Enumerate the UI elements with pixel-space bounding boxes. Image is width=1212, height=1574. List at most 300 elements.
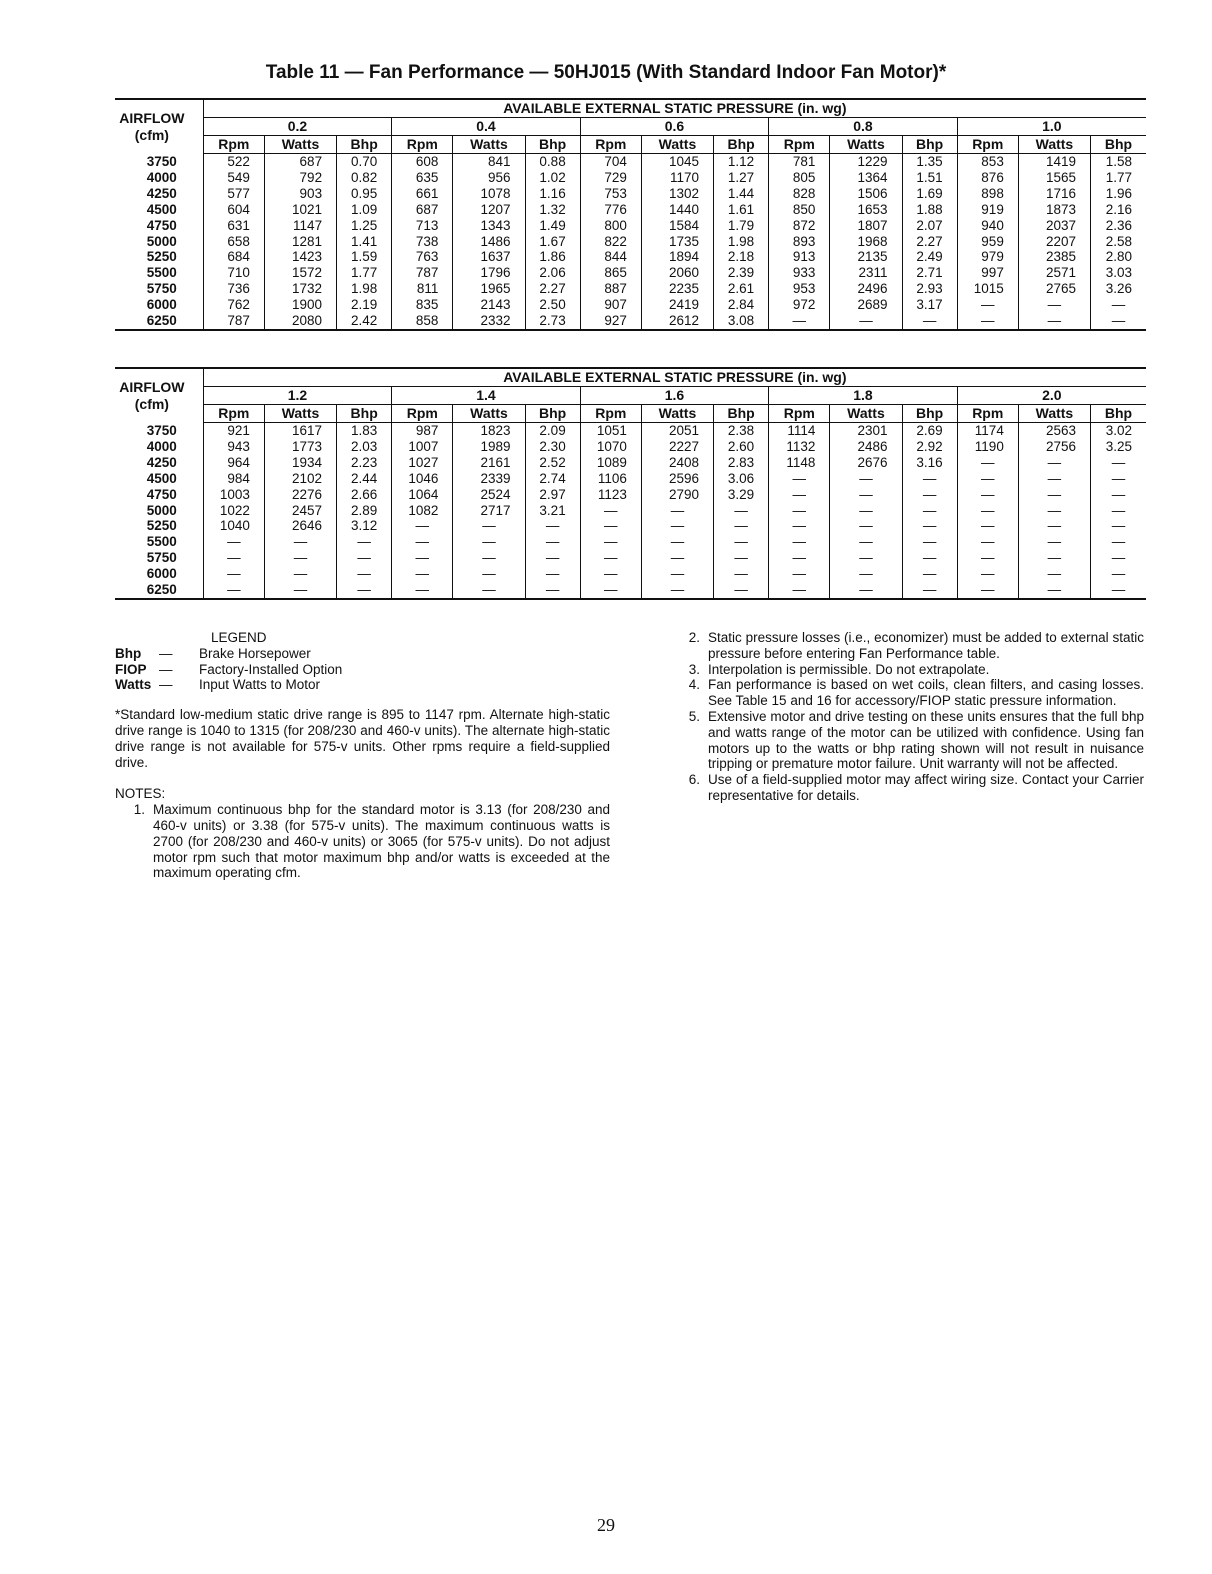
table-cell: 1440: [641, 202, 713, 218]
table-cell: 1796: [453, 265, 525, 281]
table-row: [115, 281, 1146, 297]
table-cell: 1046: [392, 471, 453, 487]
table-row: [115, 297, 1146, 313]
note-number: 5.: [688, 708, 700, 724]
table-cell: 1364: [830, 170, 902, 186]
table-cell: 1045: [641, 154, 713, 170]
table-cell: 1.16: [525, 186, 580, 202]
table-cell: —: [830, 503, 902, 519]
table-cell: 2457: [264, 503, 336, 519]
table-cell: —: [769, 582, 830, 599]
airflow-value: 5000: [146, 502, 177, 518]
table-cell: —: [392, 550, 453, 566]
table-cell: 907: [580, 297, 641, 313]
table-cell: —: [337, 566, 392, 582]
table-cell: —: [830, 566, 902, 582]
note-number: 2.: [688, 630, 700, 645]
table-cell: 1003: [203, 487, 264, 503]
airflow-value: 4750: [146, 217, 177, 233]
table-cell: —: [830, 550, 902, 566]
table-cell: —: [769, 471, 830, 487]
table-cell: 2080: [264, 313, 336, 330]
column-header-rpm: Rpm: [580, 136, 641, 154]
table-cell: 1207: [453, 202, 525, 218]
table-cell: 2339: [453, 471, 525, 487]
table-cell: 1653: [830, 202, 902, 218]
column-header-watts: Watts: [1018, 405, 1090, 423]
legend-item: [115, 677, 610, 693]
legend-section: [115, 630, 610, 881]
airflow-value: 4000: [146, 169, 177, 185]
table-cell: —: [1018, 503, 1090, 519]
table-cell: —: [1018, 455, 1090, 471]
column-header-rpm: Rpm: [957, 136, 1018, 154]
legend-abbr: Watts: [115, 677, 152, 693]
table-cell: 1968: [830, 234, 902, 250]
table-cell: 959: [957, 234, 1018, 250]
table-cell: 1965: [453, 281, 525, 297]
table-cell: 658: [203, 234, 264, 250]
table-cell: 1.09: [337, 202, 392, 218]
table-cell: —: [902, 518, 957, 534]
pressure-value: 1.2: [203, 387, 391, 405]
table-cell: 1078: [453, 186, 525, 202]
table-cell: —: [714, 534, 769, 550]
airflow-value: 5750: [146, 281, 177, 297]
table-cell: 2.80: [1091, 249, 1146, 265]
table-cell: 2524: [453, 487, 525, 503]
column-header-watts: Watts: [453, 136, 525, 154]
table-cell: 1.59: [337, 249, 392, 265]
table-cell: 3.29: [714, 487, 769, 503]
table-cell: 2.69: [902, 423, 957, 439]
drive-range-footnote: *Standard low-medium static drive range is 895 to 1147 rpm. Alternate high-static drive range is 1040 to 1315 (for 208/230 and 460-v units). The alternate high-static drive range is not available for 575-v units. Other rpms require a field-supplied drive.: [115, 707, 610, 770]
legend-abbr: FIOP: [115, 661, 147, 677]
table-cell: 2563: [1018, 423, 1090, 439]
table-cell: 661: [392, 186, 453, 202]
table-cell: 0.88: [525, 154, 580, 170]
table-row: [115, 265, 1146, 281]
airflow-value: 5000: [146, 233, 177, 249]
table-cell: 2689: [830, 297, 902, 313]
pressure-value: 0.6: [580, 118, 768, 136]
column-header-rpm: Rpm: [580, 405, 641, 423]
column-header-watts: Watts: [641, 136, 713, 154]
table-cell: —: [1091, 582, 1146, 599]
table-row: [115, 249, 1146, 265]
table-cell: 913: [769, 249, 830, 265]
table-cell: 1617: [264, 423, 336, 439]
pressure-value: 0.2: [203, 118, 391, 136]
table-cell: 713: [392, 218, 453, 234]
table-cell: 2311: [830, 265, 902, 281]
table-cell: 1.83: [337, 423, 392, 439]
table-cell: —: [641, 534, 713, 550]
table-cell: 1132: [769, 439, 830, 455]
legend-dash: —: [159, 645, 173, 661]
table-cell: 1637: [453, 249, 525, 265]
column-header-bhp: Bhp: [714, 405, 769, 423]
table-cell: 635: [392, 170, 453, 186]
table-cell: —: [902, 550, 957, 566]
table-cell: 1.88: [902, 202, 957, 218]
table-cell: 2.73: [525, 313, 580, 330]
table-cell: —: [769, 534, 830, 550]
table-cell: —: [641, 566, 713, 582]
table-cell: —: [264, 534, 336, 550]
table-cell: —: [902, 534, 957, 550]
table-cell: 763: [392, 249, 453, 265]
legend-heading: LEGEND: [211, 630, 267, 645]
table-cell: 2765: [1018, 281, 1090, 297]
table-cell: —: [830, 313, 902, 330]
table-cell: 1.32: [525, 202, 580, 218]
table-cell: 2646: [264, 518, 336, 534]
table-row: [115, 439, 1146, 455]
table-cell: 800: [580, 218, 641, 234]
table-cell: 1007: [392, 439, 453, 455]
table-cell: 1584: [641, 218, 713, 234]
note-item: [670, 662, 1144, 678]
table-cell: 2.03: [337, 439, 392, 455]
airflow-value: 6250: [115, 313, 203, 330]
table-cell: 2301: [830, 423, 902, 439]
table-cell: 1989: [453, 439, 525, 455]
table-cell: 2.44: [337, 471, 392, 487]
table-cell: 1.96: [1091, 186, 1146, 202]
table-cell: —: [392, 582, 453, 599]
table-cell: 850: [769, 202, 830, 218]
table-cell: 2.52: [525, 455, 580, 471]
table-cell: 872: [769, 218, 830, 234]
table-cell: 927: [580, 313, 641, 330]
table-cell: —: [714, 550, 769, 566]
table-cell: 3.26: [1091, 281, 1146, 297]
table-cell: 704: [580, 154, 641, 170]
table-cell: 858: [392, 313, 453, 330]
table-cell: 1565: [1018, 170, 1090, 186]
table-cell: 1082: [392, 503, 453, 519]
airflow-value: 4500: [146, 470, 177, 486]
table-cell: —: [580, 582, 641, 599]
column-header-rpm: Rpm: [392, 405, 453, 423]
table-cell: 687: [392, 202, 453, 218]
table-cell: 940: [957, 218, 1018, 234]
table-cell: —: [1091, 297, 1146, 313]
airflow-value: 3750: [146, 153, 177, 169]
table-cell: 2.50: [525, 297, 580, 313]
table-cell: —: [453, 582, 525, 599]
table-cell: 2.49: [902, 249, 957, 265]
table-cell: 2.97: [525, 487, 580, 503]
table-cell: 1.02: [525, 170, 580, 186]
table-cell: 1419: [1018, 154, 1090, 170]
table-cell: —: [641, 582, 713, 599]
table-cell: 1070: [580, 439, 641, 455]
table-cell: 1716: [1018, 186, 1090, 202]
table-cell: 1148: [769, 455, 830, 471]
note-item: [670, 709, 1144, 772]
table-cell: 2.74: [525, 471, 580, 487]
table-cell: —: [525, 582, 580, 599]
table-cell: 2207: [1018, 234, 1090, 250]
note-text: Static pressure losses (i.e., economizer) must be added to external static pressure before entering Fan Performance table.: [708, 630, 1144, 661]
table-cell: —: [957, 534, 1018, 550]
legend-item: [115, 646, 610, 662]
table-cell: —: [1018, 534, 1090, 550]
table-cell: —: [525, 550, 580, 566]
table-cell: 2.71: [902, 265, 957, 281]
table-cell: 0.82: [337, 170, 392, 186]
table-cell: 2.89: [337, 503, 392, 519]
table-cell: —: [1091, 487, 1146, 503]
airflow-value: 3750: [146, 422, 177, 438]
note-number: 1.: [133, 802, 145, 818]
table-cell: 2.93: [902, 281, 957, 297]
table-cell: 1807: [830, 218, 902, 234]
airflow-value: 6000: [146, 566, 177, 582]
table-cell: 822: [580, 234, 641, 250]
table-cell: 1.44: [714, 186, 769, 202]
table-cell: 2.66: [337, 487, 392, 503]
table-cell: 997: [957, 265, 1018, 281]
table-cell: 2102: [264, 471, 336, 487]
legend-text: Input Watts to Motor: [199, 677, 321, 693]
table-cell: 3.25: [1091, 439, 1146, 455]
table-cell: —: [1018, 550, 1090, 566]
table-row: [115, 534, 1146, 550]
table-cell: 0.95: [337, 186, 392, 202]
table-row: [115, 218, 1146, 234]
table-cell: —: [264, 550, 336, 566]
table-cell: 2.84: [714, 297, 769, 313]
table-cell: —: [453, 518, 525, 534]
table-cell: —: [1018, 518, 1090, 534]
airflow-value: 5250: [146, 518, 177, 534]
table-cell: 787: [203, 313, 264, 330]
table-cell: —: [453, 550, 525, 566]
pressure-value: 0.4: [392, 118, 580, 136]
table-cell: 1.98: [337, 281, 392, 297]
table-cell: 2.36: [1091, 218, 1146, 234]
table-cell: —: [957, 471, 1018, 487]
table-cell: 2419: [641, 297, 713, 313]
table-cell: —: [580, 518, 641, 534]
column-header-watts: Watts: [453, 405, 525, 423]
column-header-bhp: Bhp: [1091, 136, 1146, 154]
table-cell: 1735: [641, 234, 713, 250]
table-cell: —: [769, 487, 830, 503]
table-cell: 898: [957, 186, 1018, 202]
table-cell: 2.19: [337, 297, 392, 313]
table-cell: —: [957, 487, 1018, 503]
table-cell: 2.92: [902, 439, 957, 455]
airflow-label: AIRFLOW: [119, 109, 185, 126]
table-cell: —: [769, 518, 830, 534]
pressure-header: AVAILABLE EXTERNAL STATIC PRESSURE (in. wg): [203, 99, 1146, 118]
table-cell: 2676: [830, 455, 902, 471]
table-cell: 3.21: [525, 503, 580, 519]
table-cell: —: [769, 550, 830, 566]
table-cell: 2717: [453, 503, 525, 519]
table-cell: —: [902, 487, 957, 503]
column-header-bhp: Bhp: [525, 136, 580, 154]
column-header-watts: Watts: [830, 405, 902, 423]
table-cell: —: [641, 550, 713, 566]
table-cell: 876: [957, 170, 1018, 186]
table-cell: 2.07: [902, 218, 957, 234]
table-cell: 1302: [641, 186, 713, 202]
table-cell: 2143: [453, 297, 525, 313]
table-cell: 943: [203, 439, 264, 455]
table-row: [115, 455, 1146, 471]
table-cell: —: [392, 534, 453, 550]
airflow-value: 5250: [146, 249, 177, 265]
table-cell: 1.49: [525, 218, 580, 234]
table-cell: 1.67: [525, 234, 580, 250]
table-cell: —: [641, 518, 713, 534]
airflow-value: 5750: [146, 550, 177, 566]
note-item: [670, 677, 1144, 709]
table-cell: —: [1018, 566, 1090, 582]
airflow-value: 4250: [146, 185, 177, 201]
table-cell: 1281: [264, 234, 336, 250]
note-number: 3.: [688, 661, 700, 677]
pressure-value: 1.6: [580, 387, 768, 405]
table-cell: —: [453, 566, 525, 582]
table-row: [115, 202, 1146, 218]
table-cell: 1.61: [714, 202, 769, 218]
table-cell: 1934: [264, 455, 336, 471]
table-cell: 1021: [264, 202, 336, 218]
airflow-header: [115, 368, 203, 423]
table-cell: 1.69: [902, 186, 957, 202]
table-cell: 1114: [769, 423, 830, 439]
airflow-label: AIRFLOW: [119, 378, 185, 395]
table-cell: 753: [580, 186, 641, 202]
column-header-rpm: Rpm: [769, 405, 830, 423]
table-cell: 1051: [580, 423, 641, 439]
table-cell: 2.58: [1091, 234, 1146, 250]
table-cell: 835: [392, 297, 453, 313]
table-cell: 1174: [957, 423, 1018, 439]
table-cell: —: [902, 471, 957, 487]
table-cell: 1.51: [902, 170, 957, 186]
table-cell: 1894: [641, 249, 713, 265]
table-cell: —: [902, 566, 957, 582]
table-cell: 841: [453, 154, 525, 170]
column-header-bhp: Bhp: [902, 136, 957, 154]
table-cell: 853: [957, 154, 1018, 170]
note-item: [115, 802, 610, 881]
table-cell: 2756: [1018, 439, 1090, 455]
table-cell: 3.03: [1091, 265, 1146, 281]
table-cell: 979: [957, 249, 1018, 265]
table-cell: 2.42: [337, 313, 392, 330]
column-header-bhp: Bhp: [902, 405, 957, 423]
table-cell: 2.60: [714, 439, 769, 455]
note-item: [670, 630, 1144, 662]
table-cell: 2332: [453, 313, 525, 330]
table-cell: 1015: [957, 281, 1018, 297]
table-cell: 987: [392, 423, 453, 439]
note-text: Use of a field-supplied motor may affect wiring size. Contact your Carrier representative for details.: [708, 772, 1144, 803]
table-cell: 3.08: [714, 313, 769, 330]
table-cell: 776: [580, 202, 641, 218]
table-row: [115, 423, 1146, 439]
table-cell: —: [392, 566, 453, 582]
legend-text: Factory-Installed Option: [199, 661, 343, 677]
airflow-header: [115, 99, 203, 154]
table-cell: 608: [392, 154, 453, 170]
table-cell: 887: [580, 281, 641, 297]
table-cell: 2408: [641, 455, 713, 471]
table-cell: 738: [392, 234, 453, 250]
table-cell: 2.23: [337, 455, 392, 471]
table-cell: 2060: [641, 265, 713, 281]
table-cell: 1343: [453, 218, 525, 234]
notes-heading: NOTES:: [115, 786, 166, 802]
table-cell: 1147: [264, 218, 336, 234]
table-cell: 1123: [580, 487, 641, 503]
table-cell: —: [902, 582, 957, 599]
table-cell: —: [902, 503, 957, 519]
table-cell: 792: [264, 170, 336, 186]
table-cell: 1572: [264, 265, 336, 281]
table-cell: —: [1091, 471, 1146, 487]
table-cell: —: [957, 566, 1018, 582]
table-cell: —: [1018, 582, 1090, 599]
table-cell: 1.27: [714, 170, 769, 186]
table-cell: 2612: [641, 313, 713, 330]
note-number: 6.: [688, 772, 700, 788]
table-cell: 2486: [830, 439, 902, 455]
table-row: [115, 582, 1146, 599]
table-cell: —: [769, 313, 830, 330]
table-cell: 631: [203, 218, 264, 234]
table-cell: 762: [203, 297, 264, 313]
table-cell: 1.41: [337, 234, 392, 250]
table-cell: 2.30: [525, 439, 580, 455]
note-text: Interpolation is permissible. Do not extrapolate.: [708, 661, 990, 677]
table-row: [115, 550, 1146, 566]
table-cell: —: [830, 582, 902, 599]
table-row: [115, 234, 1146, 250]
table-cell: 2.18: [714, 249, 769, 265]
pressure-value: 2.0: [957, 387, 1146, 405]
table-cell: 2.27: [902, 234, 957, 250]
column-header-rpm: Rpm: [769, 136, 830, 154]
table-cell: 2051: [641, 423, 713, 439]
table-cell: 684: [203, 249, 264, 265]
table-cell: 811: [392, 281, 453, 297]
table-cell: 1486: [453, 234, 525, 250]
table-cell: 3.06: [714, 471, 769, 487]
table-cell: —: [902, 313, 957, 330]
table-cell: —: [957, 518, 1018, 534]
table-cell: 2235: [641, 281, 713, 297]
table-cell: —: [957, 297, 1018, 313]
table-cell: 1190: [957, 439, 1018, 455]
column-header-bhp: Bhp: [525, 405, 580, 423]
legend-item: [115, 662, 610, 678]
table-cell: 2.39: [714, 265, 769, 281]
table-cell: 953: [769, 281, 830, 297]
table-cell: 893: [769, 234, 830, 250]
table-cell: —: [580, 534, 641, 550]
legend-text: Brake Horsepower: [199, 645, 311, 661]
table-cell: —: [769, 566, 830, 582]
